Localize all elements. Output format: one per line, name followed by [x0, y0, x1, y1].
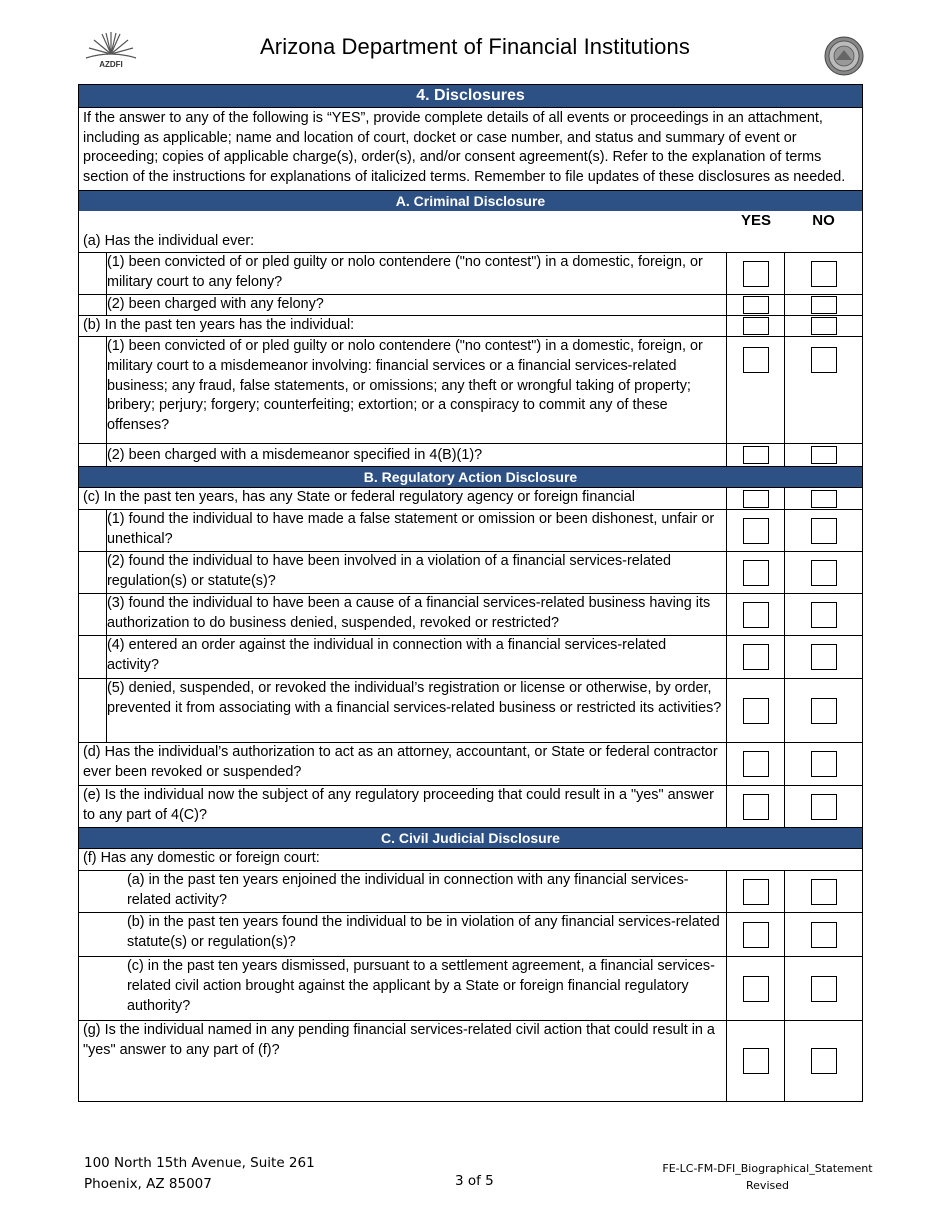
- b2-yes-checkbox[interactable]: [743, 446, 769, 464]
- question-c2: (2) found the individual to have been involved in a violation of a financial services-related regulation(s) or statute(s)?: [79, 552, 727, 593]
- fb-yes-checkbox[interactable]: [743, 922, 769, 948]
- form-identifier: [660, 1160, 875, 1194]
- civil-disclosure-header: C. Civil Judicial Disclosure: [79, 827, 862, 848]
- a1-yes-checkbox[interactable]: [743, 261, 769, 287]
- regulatory-disclosure-header: B. Regulatory Action Disclosure: [79, 466, 862, 487]
- yes-column-label: YES: [740, 212, 771, 230]
- b2-no-checkbox[interactable]: [811, 446, 837, 464]
- address-line-1: 100 North 15th Avenue, Suite 261: [84, 1155, 315, 1171]
- criminal-disclosure-header: A. Criminal Disclosure: [79, 190, 862, 211]
- fa-no-checkbox[interactable]: [811, 879, 837, 905]
- c3-no-checkbox[interactable]: [811, 602, 837, 628]
- b-yes-checkbox[interactable]: [743, 317, 769, 335]
- b1-no-checkbox[interactable]: [811, 347, 837, 373]
- e-no-checkbox[interactable]: [811, 794, 837, 820]
- b1-yes-checkbox[interactable]: [743, 347, 769, 373]
- c1-yes-checkbox[interactable]: [743, 518, 769, 544]
- c4-no-checkbox[interactable]: [811, 644, 837, 670]
- question-b2: (2) been charged with a misdemeanor specified in 4(B)(1)?: [79, 444, 727, 466]
- disclosures-form: [78, 84, 863, 1102]
- e-yes-checkbox[interactable]: [743, 794, 769, 820]
- svg-text:AZDFI: AZDFI: [99, 60, 123, 69]
- a2-yes-checkbox[interactable]: [743, 296, 769, 314]
- fb-no-checkbox[interactable]: [811, 922, 837, 948]
- question-a-label: (a) Has the individual ever:: [83, 233, 255, 250]
- question-fa: (a) in the past ten years enjoined the individual in connection with any financial services-related activity?: [79, 871, 727, 912]
- question-fc: (c) in the past ten years dismissed, pursuant to a settlement agreement, a financial services-related civil action brought against the applicant by a State or foreign financial regulatory authority?: [79, 957, 727, 1020]
- a1-no-checkbox[interactable]: [811, 261, 837, 287]
- question-g: (g) Is the individual named in any pending financial services-related civil action that could result in a "yes" answer to any part of (f)?: [79, 1021, 727, 1101]
- d-no-checkbox[interactable]: [811, 751, 837, 777]
- c5-no-checkbox[interactable]: [811, 698, 837, 724]
- footer-address: [84, 1153, 315, 1195]
- question-d: (d) Has the individual’s authorization to act as an attorney, accountant, or State or federal contractor ever been revoked or suspended?: [79, 743, 727, 785]
- d-yes-checkbox[interactable]: [743, 751, 769, 777]
- a2-no-checkbox[interactable]: [811, 296, 837, 314]
- c3-yes-checkbox[interactable]: [743, 602, 769, 628]
- question-c5: (5) denied, suspended, or revoked the individual’s registration or license or otherwise, by order, prevented it from associating with a financial services-related business or restricted its activities?: [79, 679, 727, 742]
- c1-no-checkbox[interactable]: [811, 518, 837, 544]
- page-title: Arizona Department of Financial Institutions: [260, 34, 690, 59]
- state-seal-icon: [824, 36, 864, 76]
- fa-yes-checkbox[interactable]: [743, 879, 769, 905]
- c2-yes-checkbox[interactable]: [743, 560, 769, 586]
- g-yes-checkbox[interactable]: [743, 1048, 769, 1074]
- fc-no-checkbox[interactable]: [811, 976, 837, 1002]
- question-fb: (b) in the past ten years found the individual to be in violation of any financial services-related statute(s) or regulation(s)?: [79, 913, 727, 956]
- form-revised: Revised: [746, 1179, 789, 1192]
- question-a1: (1) been convicted of or pled guilty or nolo contendere ("no contest") in a domestic, foreign, or military court to any felony?: [79, 253, 727, 294]
- question-e: (e) Is the individual now the subject of any regulatory proceeding that could result in a "yes" answer to any part of 4(C)?: [79, 786, 727, 827]
- no-column-label: NO: [812, 212, 835, 230]
- yes-no-header: [79, 211, 862, 230]
- c-no-checkbox[interactable]: [811, 490, 837, 508]
- form-id: FE-LC-FM-DFI_Biographical_Statement: [662, 1162, 873, 1175]
- page-number: 3 of 5: [455, 1173, 494, 1189]
- question-c1: (1) found the individual to have made a false statement or omission or been dishonest, unfair or unethical?: [79, 510, 727, 551]
- fc-yes-checkbox[interactable]: [743, 976, 769, 1002]
- c-yes-checkbox[interactable]: [743, 490, 769, 508]
- g-no-checkbox[interactable]: [811, 1048, 837, 1074]
- question-c3: (3) found the individual to have been a cause of a financial services-related business having its authorization to do business denied, suspended, revoked or restricted?: [79, 594, 727, 635]
- question-b-label: (b) In the past ten years has the individual:: [79, 316, 727, 336]
- question-c4: (4) entered an order against the individual in connection with a financial services-related activity?: [79, 636, 727, 678]
- question-c-label: (c) In the past ten years, has any State or federal regulatory agency or foreign financial: [79, 488, 727, 509]
- question-f-label: (f) Has any domestic or foreign court:: [83, 850, 320, 867]
- c4-yes-checkbox[interactable]: [743, 644, 769, 670]
- section-title: 4. Disclosures: [79, 85, 862, 107]
- address-line-2: Phoenix, AZ 85007: [84, 1176, 212, 1192]
- c2-no-checkbox[interactable]: [811, 560, 837, 586]
- section-intro: If the answer to any of the following is “YES”, provide complete details of all events or proceedings in an attachment, including as applicable; name and location of court, docket or case number, and status and summary of event or proceeding; copies of applicable charge(s), order(s), and/or consent agreement(s). Refer to the explanation of terms section of the instructions for explanations of italicized terms. Remember to file updates of these disclosures as needed.: [79, 107, 862, 190]
- c5-yes-checkbox[interactable]: [743, 698, 769, 724]
- question-a2: (2) been charged with any felony?: [79, 295, 727, 315]
- question-b1: (1) been convicted of or pled guilty or nolo contendere ("no contest") in a domestic, foreign, or military court to a misdemeanor involving: financial services or a financial services-related business; any fraud, false statements, or omissions; any theft or wrongful taking of property; bribery; perjury; forgery; counterfeiting; extortion; or a conspiracy to commit any of these offenses?: [79, 337, 727, 443]
- b-no-checkbox[interactable]: [811, 317, 837, 335]
